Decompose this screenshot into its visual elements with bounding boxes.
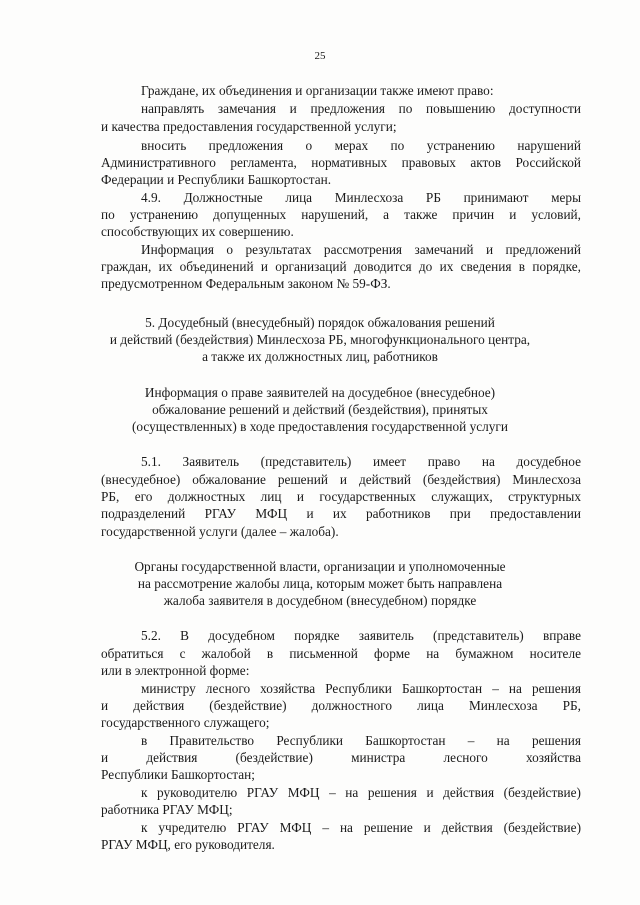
text-line: вносить предложения о мерах по устранению нарушений xyxy=(141,138,581,153)
text-line: государственной услуги (далее – жалоба). xyxy=(101,524,339,539)
subsection-heading: жалоба заявителя в досудебном (внесудебном) порядке xyxy=(163,593,477,608)
text-line: Граждане, их объединения и организации также имеют право: xyxy=(141,83,494,98)
text-line: способствующих их совершению. xyxy=(101,224,294,239)
text-line: к учредителю РГАУ МФЦ – на решение и действия (бездействие) xyxy=(141,820,581,835)
page-number: 25 xyxy=(314,50,326,62)
text-line: по устранению допущенных нарушений, а также причин и условий, xyxy=(101,207,581,222)
text-line: РБ, его должностных лиц и государственных служащих, структурных xyxy=(101,489,581,504)
text-line: в Правительство Республики Башкортостан – на решения xyxy=(141,733,581,748)
text-line: РГАУ МФЦ, его руководителя. xyxy=(101,837,275,852)
text-line: подразделений РГАУ МФЦ и их работников при предоставлении xyxy=(101,506,581,521)
text-line: и действия (бездействие) министра лесного хозяйства xyxy=(101,750,581,765)
text-line: Административного регламента, нормативных правовых актов Российской xyxy=(101,155,581,170)
text-line: министру лесного хозяйства Республики Башкортостан – на решения xyxy=(141,681,581,696)
text-line: к руководителю РГАУ МФЦ – на решения и действия (бездействие) xyxy=(141,785,581,800)
subsection-heading: Органы государственной власти, организации и уполномоченные xyxy=(134,559,506,574)
text-line: работника РГАУ МФЦ; xyxy=(101,802,233,817)
text-line: обратиться с жалобой в письменной форме на бумажном носителе xyxy=(101,646,581,661)
text-line: и качества предоставления государственной услуги; xyxy=(101,119,397,134)
subsection-heading: (осуществленных) в ходе предоставления государственной услуги xyxy=(132,419,508,434)
text-line: Республики Башкортостан; xyxy=(101,767,255,782)
text-line: предусмотренном Федеральным законом № 59-ФЗ. xyxy=(101,276,391,291)
text-line: или в электронной форме: xyxy=(101,663,250,678)
subsection-heading: обжалование решений и действий (бездействия), принятых xyxy=(152,402,488,417)
text-line: государственного служащего; xyxy=(101,715,270,730)
subsection-heading: Информация о праве заявителей на досудебное (внесудебное) xyxy=(144,385,496,400)
section-heading: и действий (бездействия) Минлесхоза РБ, многофункционального центра, xyxy=(109,332,531,347)
text-line: и действия (бездействие) должностного лица Минлесхоза РБ, xyxy=(101,698,581,713)
section-heading: а также их должностных лиц, работников xyxy=(202,349,438,364)
text-line: Информация о результатах рассмотрения замечаний и предложений xyxy=(141,242,581,257)
text-line: граждан, их объединений и организаций доводится до их сведения в порядке, xyxy=(101,259,581,274)
subsection-heading: на рассмотрение жалобы лица, которым может быть направлена xyxy=(137,576,503,591)
text-line: 4.9. Должностные лица Минлесхоза РБ принимают меры xyxy=(141,190,581,205)
text-line: Федерации и Республики Башкортостан. xyxy=(101,172,332,187)
section-heading: 5. Досудебный (внесудебный) порядок обжалования решений xyxy=(145,315,495,330)
text-line: (внесудебное) обжалование решений и действий (бездействия) Минлесхоза xyxy=(101,472,581,487)
text-line: направлять замечания и предложения по повышению доступности xyxy=(141,101,581,116)
text-line: 5.2. В досудебном порядке заявитель (представитель) вправе xyxy=(141,628,581,643)
text-line: 5.1. Заявитель (представитель) имеет право на досудебное xyxy=(141,454,581,469)
